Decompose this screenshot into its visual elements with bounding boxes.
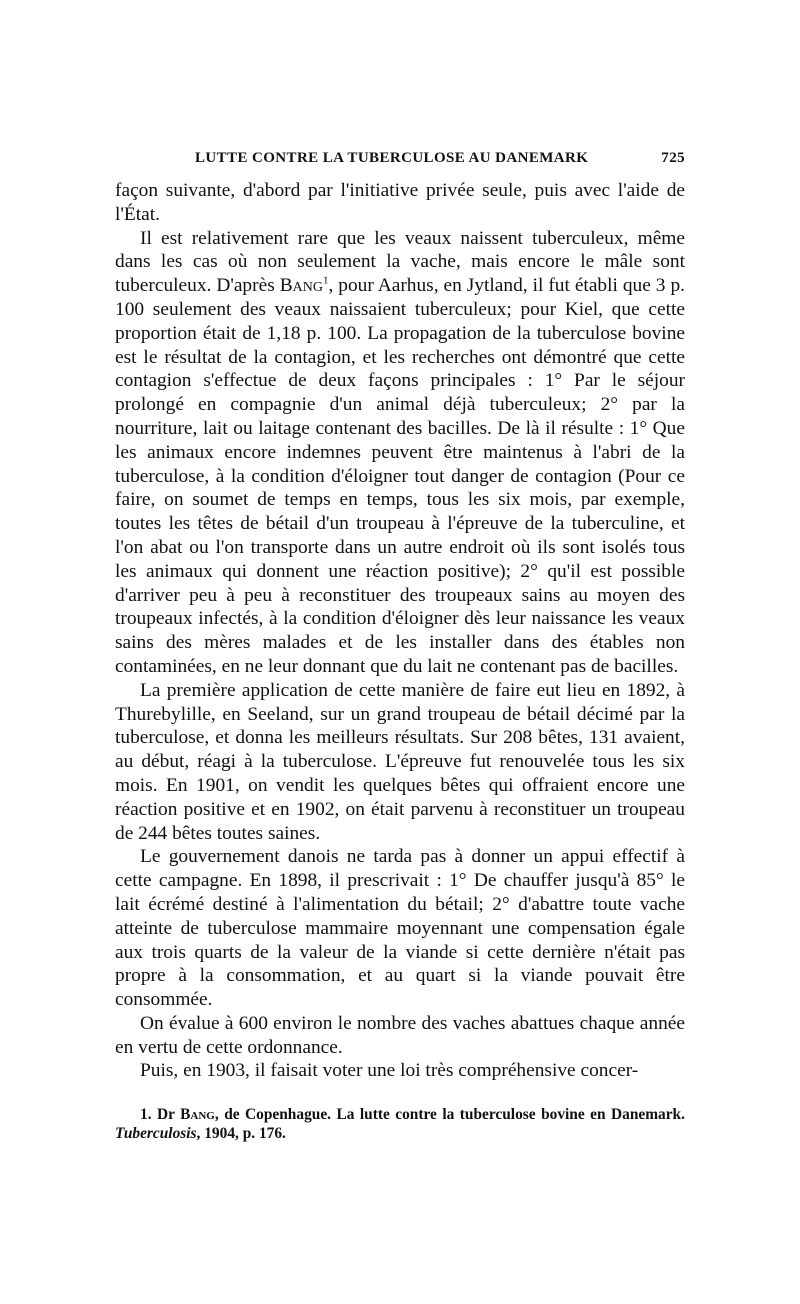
- footnote-1: [115, 1105, 685, 1143]
- footnote-author-title: Dr: [157, 1106, 175, 1124]
- body-text: [115, 179, 685, 1083]
- paragraph-5: On évalue à 600 environ le nombre des vaches abattues chaque année en vertu de cette ordonnance.: [115, 1012, 685, 1058]
- footnote-number: 1.: [140, 1106, 152, 1124]
- author-bang: Bang: [279, 275, 323, 297]
- book-page: [115, 150, 685, 1143]
- footnote-author-name: Bang: [180, 1106, 215, 1124]
- running-head: [115, 150, 685, 167]
- paragraph-3: La première application de cette manière de faire eut lieu en 1892, à Thurebylille, en Seeland, sur un grand troupeau de bétail décimé par la tuberculose, et donna les meilleurs résultats. Sur 208 bêtes, 131 avaient, au début, réagi à la tuberculose. L'épreuve fut renouvelée tous les six mois. En 1901, on vendit les quelques bêtes qui offraient encore une réaction positive et en 1902, on était parvenu à reconstituer un troupeau de 244 bêtes toutes saines.: [115, 679, 685, 844]
- footnote-text-a: , de Copenhague. La lutte contre la tuberculose bovine en Danemark.: [214, 1106, 685, 1124]
- paragraph-1: façon suivante, d'abord par l'initiative privée seule, puis avec l'aide de l'État.: [115, 180, 685, 225]
- footnotes: [115, 1105, 685, 1143]
- page-number: 725: [661, 150, 685, 166]
- paragraph-4: Le gouvernement danois ne tarda pas à donner un appui effectif à cette campagne. En 1898, il prescrivait : 1° De chauffer jusqu'à 85° le lait écrémé destiné à l'alimentation du bétail; 2° d'abattre toute vache atteinte de tuberculose mammaire moyennant une compensation égale aux trois quarts de la valeur de la viande si cette dernière n'était pas propre à la consommation, et au quart si la viande pouvait être consommée.: [115, 846, 685, 1011]
- running-title: LUTTE CONTRE LA TUBERCULOSE AU DANEMARK: [195, 150, 589, 166]
- paragraph-6: Puis, en 1903, il faisait voter une loi très compréhensive concer-: [140, 1060, 639, 1082]
- paragraph-2-part-b: , pour Aarhus, en Jytland, il fut établi que 3 p. 100 seulement des veaux naissaient tuberculeux; pour Kiel, que cette proportion était de 1,18 p. 100. La propagation de la tuberculose bovine est le résultat de la contagion, et les recherches ont démontré que cette contagion s'effectue de deux façons principales : 1° Par le séjour prolongé en compagnie d'un animal déjà tuberculeux; 2° par la nourriture, lait ou laitage contenant des bacilles. De là il résulte : 1° Que les animaux encore indemnes peuvent être maintenus à l'abri de la tuberculose, à la condition d'éloigner tout danger de contagion (Pour ce faire, on soumet de temps en temps, tous les six mois, par exemple, toutes les têtes de bétail d'un troupeau à l'épreuve de la tuberculine, et l'on abat ou l'on transporte dans un autre endroit où ils sont isolés tous les animaux qui donnent une réaction positive); 2° qu'il est possible d'arriver peu à peu à reconstituer des troupeaux sains au moyen des troupeaux infectés, à la condition d'éloigner dès leur naissance les veaux sains des mères malades et de les installer dans des étables non contaminées, en ne leur donnant que du lait ne contenant pas de bacilles.: [115, 275, 685, 677]
- footnote-text-b: , 1904, p. 176.: [196, 1125, 286, 1143]
- footnote-ref-1[interactable]: 1: [322, 274, 329, 287]
- paragraph-2: [115, 227, 685, 679]
- footnote-journal: Tuberculosis: [115, 1125, 197, 1143]
- paragraph-2-part-a: Il est relativement rare que les veaux naissent tuberculeux, même dans les cas où non seulement la vache, mais encore le mâle sont tuberculeux. D'après: [115, 227, 685, 297]
